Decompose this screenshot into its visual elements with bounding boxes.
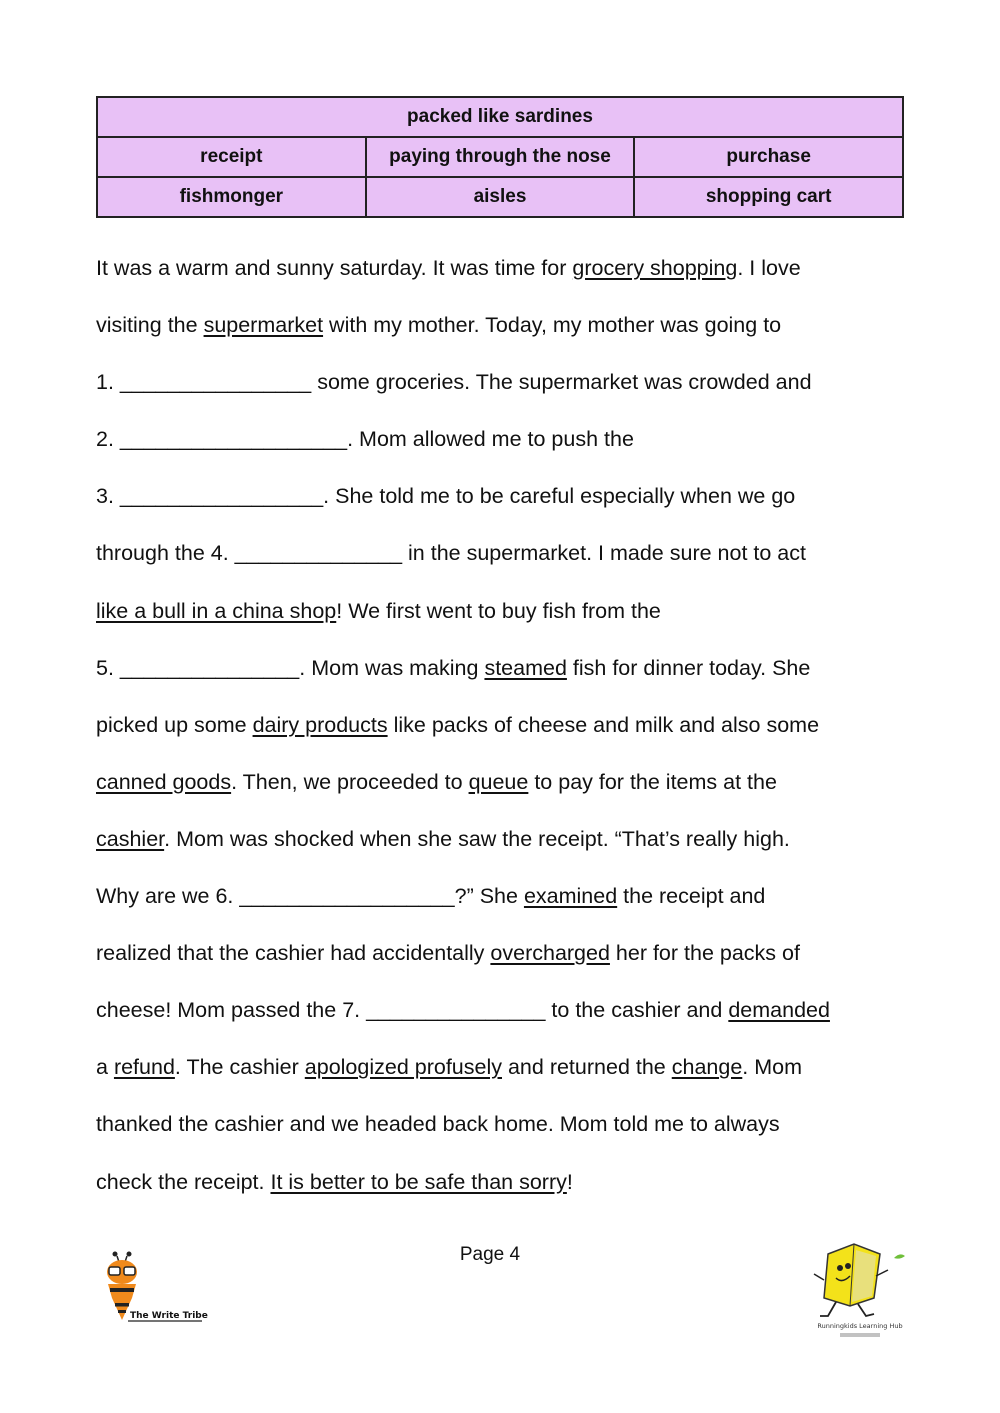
left-logo-text: The Write Tribe bbox=[130, 1311, 208, 1321]
vocab-word: dairy products bbox=[252, 712, 388, 737]
right-logo-text: Runningkids Learning Hub bbox=[817, 1322, 903, 1330]
passage-line bbox=[96, 468, 916, 525]
vocab-word: apologized profusely bbox=[304, 1055, 502, 1080]
passage-line bbox=[96, 640, 916, 697]
passage-text: fish for dinner today. She bbox=[566, 655, 811, 680]
passage-line bbox=[96, 297, 916, 354]
passage-text: check the receipt. bbox=[96, 1169, 271, 1194]
word-bank-cell: aisles bbox=[366, 177, 635, 217]
passage-line bbox=[96, 411, 916, 468]
passage-line bbox=[96, 240, 916, 297]
page-number: Page 4 bbox=[459, 1244, 521, 1265]
passage-text: ! We first went to buy fish from the bbox=[336, 598, 661, 623]
vocab-word: canned goods bbox=[96, 769, 232, 794]
vocab-word: like a bull in a china shop bbox=[96, 598, 337, 623]
word-bank-row bbox=[97, 137, 903, 177]
passage-line bbox=[96, 1039, 916, 1096]
word-bank-cell: paying through the nose bbox=[366, 137, 635, 177]
passage-line bbox=[96, 811, 916, 868]
vocab-word: demanded bbox=[728, 998, 830, 1023]
passage-text: like packs of cheese and milk and also some bbox=[387, 712, 820, 737]
passage-text: ! bbox=[566, 1169, 573, 1194]
passage-text: realized that the cashier had accidentally bbox=[96, 941, 491, 966]
passage-text: and returned the bbox=[502, 1055, 672, 1080]
write-tribe-bee-logo bbox=[98, 1248, 208, 1328]
passage-text-with-blank: through the 4. ______________ in the supermarket. I made sure not to act bbox=[96, 541, 806, 566]
vocab-word: refund bbox=[113, 1055, 175, 1080]
passage-line bbox=[96, 868, 916, 925]
word-bank-row bbox=[97, 177, 903, 217]
story-passage bbox=[96, 240, 916, 1211]
passage-text-with-blank: Why are we 6. __________________?” She bbox=[96, 884, 524, 909]
passage-line bbox=[96, 1096, 916, 1153]
word-bank-cell: receipt bbox=[97, 137, 366, 177]
passage-text: . Mom bbox=[742, 1055, 803, 1080]
passage-text: a bbox=[96, 1055, 114, 1080]
passage-line bbox=[96, 525, 916, 582]
vocab-word: grocery shopping bbox=[572, 256, 738, 280]
passage-text: It was a warm and sunny saturday. It was time for bbox=[96, 256, 573, 280]
passage-line bbox=[96, 354, 916, 411]
vocab-word: supermarket bbox=[203, 313, 324, 338]
vocab-word: steamed bbox=[484, 655, 567, 680]
passage-line bbox=[96, 925, 916, 982]
passage-line bbox=[96, 982, 916, 1039]
passage-text: . Mom was shocked when she saw the receipt. “That’s really high. bbox=[164, 826, 790, 851]
runningkids-book-logo bbox=[810, 1240, 910, 1342]
passage-text-with-blank: 1. ________________ some groceries. The supermarket was crowded and bbox=[96, 370, 812, 395]
vocab-word: queue bbox=[468, 769, 529, 794]
passage-text: with my mother. Today, my mother was going to bbox=[323, 313, 782, 338]
passage-text: . I love bbox=[737, 256, 801, 280]
passage-text: visiting the bbox=[96, 313, 204, 338]
word-bank-cell: fishmonger bbox=[97, 177, 366, 217]
word-bank-header-row bbox=[97, 97, 903, 137]
passage-line bbox=[96, 1154, 916, 1211]
word-bank-cell: purchase bbox=[634, 137, 903, 177]
passage-line bbox=[96, 697, 916, 754]
word-bank-table bbox=[96, 96, 904, 218]
vocab-word: change bbox=[671, 1055, 743, 1080]
vocab-word: It is better to be safe than sorry bbox=[270, 1169, 567, 1194]
passage-text: . Then, we proceeded to bbox=[231, 769, 469, 794]
passage-text: . The cashier bbox=[174, 1055, 305, 1080]
passage-text: thanked the cashier and we headed back home. Mom told me to always bbox=[96, 1112, 780, 1137]
passage-text: the receipt and bbox=[617, 884, 766, 909]
passage-text-with-blank: 5. _______________. Mom was making bbox=[96, 655, 485, 680]
passage-line bbox=[96, 754, 916, 811]
passage-text-with-blank: 2. ___________________. Mom allowed me to push the bbox=[96, 427, 634, 452]
vocab-word: cashier bbox=[96, 826, 165, 851]
word-bank-cell: packed like sardines bbox=[97, 97, 903, 137]
passage-line bbox=[96, 583, 916, 640]
passage-text: her for the packs of bbox=[609, 941, 800, 966]
word-bank-cell: shopping cart bbox=[634, 177, 903, 217]
passage-text-with-blank: 3. _________________. She told me to be careful especially when we go bbox=[96, 484, 796, 509]
vocab-word: overcharged bbox=[490, 941, 610, 966]
passage-text: picked up some bbox=[96, 712, 253, 737]
vocab-word: examined bbox=[523, 884, 618, 909]
passage-text: to pay for the items at the bbox=[528, 769, 777, 794]
passage-text-with-blank: cheese! Mom passed the 7. _______________ to the cashier and bbox=[96, 998, 729, 1023]
